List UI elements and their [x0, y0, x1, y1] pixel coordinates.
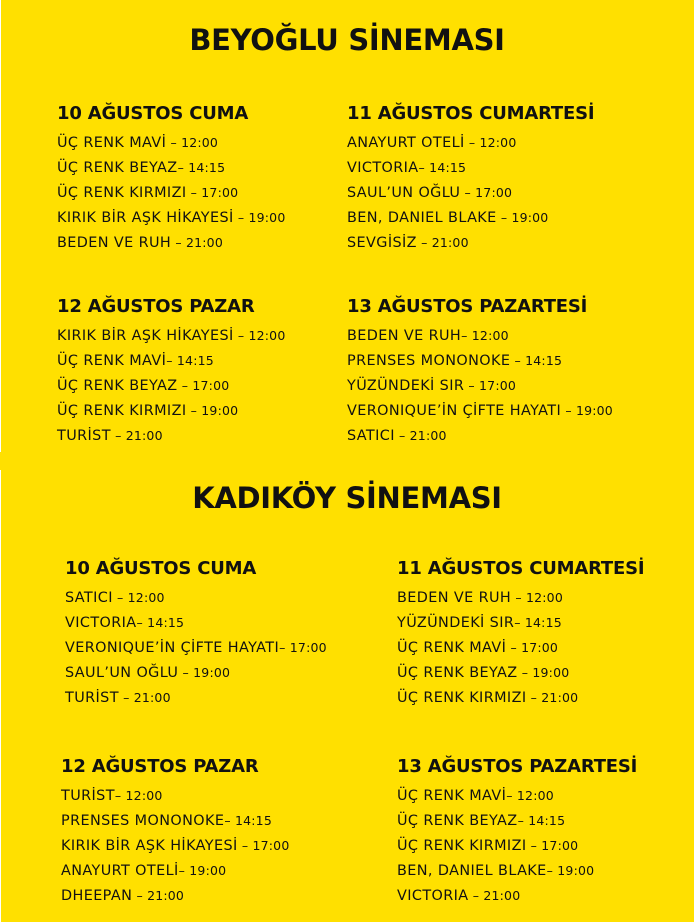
day-title: 12 AĞUSTOS PAZAR: [57, 296, 255, 317]
screening-item: [57, 205, 285, 230]
separator: –: [171, 235, 186, 250]
showtime: 12:00: [181, 135, 219, 150]
showtime: 21:00: [185, 235, 223, 250]
screening-item: [61, 883, 289, 908]
screening-item: [347, 130, 594, 155]
film-title: SEVGİSİZ: [347, 235, 417, 251]
separator: –: [233, 210, 249, 225]
film-title: BEN, DANIEL BLAKE: [347, 210, 497, 226]
showtime: 14:15: [525, 353, 563, 368]
showtime: 21:00: [125, 428, 163, 443]
separator: –: [511, 590, 526, 605]
screening-item: [61, 858, 289, 883]
separator: –: [394, 428, 410, 443]
showtime: 21:00: [431, 235, 469, 250]
showtime: 21:00: [483, 888, 521, 903]
separator: –: [464, 135, 480, 150]
film-title: SATICI: [347, 428, 395, 444]
separator: –: [546, 863, 558, 878]
film-title: TURİST: [57, 428, 111, 444]
screening-list: [397, 585, 644, 710]
showtime: 19:00: [248, 210, 286, 225]
film-title: ÜÇ RENK MAVİ: [397, 788, 507, 804]
film-title: SAUL’UN OĞLU: [65, 665, 179, 681]
cinema-title-beyoglu: BEYOĞLU SİNEMASI: [189, 23, 505, 57]
film-title: YÜZÜNDEKİ SIR: [347, 378, 465, 394]
film-title: ÜÇ RENK BEYAZ: [57, 160, 178, 176]
day-title: 10 AĞUSTOS CUMA: [65, 558, 257, 579]
separator: –: [114, 788, 126, 803]
showtime: 21:00: [147, 888, 185, 903]
film-title: ÜÇ RENK MAVİ: [57, 353, 167, 369]
screening-item: [57, 423, 285, 448]
showtime: 14:15: [176, 353, 214, 368]
film-title: ÜÇ RENK BEYAZ: [397, 665, 518, 681]
film-title: ANAYURT OTELİ: [61, 863, 179, 879]
showtime: 17:00: [201, 185, 239, 200]
film-title: BEDEN VE RUH: [397, 590, 512, 606]
film-title: YÜZÜNDEKİ SIR: [397, 615, 515, 631]
day-block-kadikoy-11: [397, 560, 644, 710]
screening-item: [397, 610, 644, 635]
screening-item: [397, 833, 637, 858]
separator: –: [237, 838, 253, 853]
showtime: 19:00: [193, 665, 231, 680]
day-title: 13 AĞUSTOS PAZARTESİ: [347, 296, 588, 317]
film-title: PRENSES MONONOKE: [347, 353, 511, 369]
separator: –: [136, 615, 148, 630]
screening-item: [347, 155, 594, 180]
showtime: 19:00: [511, 210, 549, 225]
cinema-title-kadikoy: KADIKÖY SİNEMASI: [192, 481, 502, 515]
film-title: DHEEPAN: [61, 888, 133, 904]
showtime: 17:00: [541, 838, 579, 853]
screening-item: [61, 808, 289, 833]
separator: –: [460, 185, 476, 200]
screening-list: [57, 323, 285, 448]
separator: –: [517, 665, 533, 680]
screening-list: [65, 585, 327, 710]
day-title: 11 AĞUSTOS CUMARTESİ: [397, 558, 645, 579]
film-title: BEDEN VE RUH: [347, 328, 462, 344]
screening-item: [347, 398, 613, 423]
separator: –: [510, 353, 526, 368]
showtime: 17:00: [479, 378, 517, 393]
showtime: 14:15: [147, 615, 185, 630]
showtime: 17:00: [521, 640, 559, 655]
film-title: KIRIK BİR AŞK HİKAYESİ: [61, 838, 238, 854]
screening-list: [57, 130, 285, 255]
showtime: 17:00: [475, 185, 513, 200]
screening-item: [397, 685, 644, 710]
film-title: KIRIK BİR AŞK HİKAYESİ: [57, 210, 234, 226]
separator: –: [514, 615, 525, 630]
day-title: 12 AĞUSTOS PAZAR: [61, 756, 259, 777]
screening-item: [65, 685, 327, 710]
film-title: BEDEN VE RUH: [57, 235, 172, 251]
screening-item: [57, 130, 285, 155]
day-block-beyoglu-10: [57, 105, 285, 255]
day-block-beyoglu-12: [57, 298, 285, 448]
separator: –: [186, 185, 202, 200]
screening-item: [397, 783, 637, 808]
film-title: KIRIK BİR AŞK HİKAYESİ: [57, 328, 234, 344]
separator: –: [186, 403, 202, 418]
screening-item: [397, 883, 637, 908]
showtime: 21:00: [541, 690, 579, 705]
separator: –: [177, 378, 193, 393]
day-block-kadikoy-10: [65, 560, 327, 710]
left-edge-line: [0, 470, 1, 922]
day-block-kadikoy-13: [397, 758, 637, 908]
showtime: 19:00: [557, 863, 595, 878]
screening-list: [61, 783, 289, 908]
screening-item: [397, 660, 644, 685]
showtime: 19:00: [532, 665, 570, 680]
separator: –: [110, 428, 126, 443]
showtime: 12:00: [525, 590, 563, 605]
film-title: TURİST: [61, 788, 115, 804]
film-title: ÜÇ RENK KIRMIZI: [397, 690, 527, 706]
film-title: VICTORIA: [347, 160, 419, 176]
separator: –: [461, 328, 472, 343]
film-title: SATICI: [65, 590, 113, 606]
screening-item: [65, 635, 327, 660]
showtime: 12:00: [127, 590, 165, 605]
film-title: ÜÇ RENK BEYAZ: [57, 378, 178, 394]
separator: –: [526, 838, 542, 853]
showtime: 14:15: [528, 813, 566, 828]
screening-item: [57, 348, 285, 373]
separator: –: [561, 403, 576, 418]
screening-list: [347, 130, 594, 255]
separator: –: [178, 863, 190, 878]
screening-item: [61, 783, 289, 808]
screening-item: [347, 348, 613, 373]
showtime: 14:15: [188, 160, 226, 175]
day-title: 11 AĞUSTOS CUMARTESİ: [347, 103, 595, 124]
separator: –: [177, 160, 189, 175]
screening-item: [347, 205, 594, 230]
screening-item: [57, 398, 285, 423]
screening-item: [57, 230, 285, 255]
separator: –: [112, 590, 128, 605]
screening-item: [347, 323, 613, 348]
screening-item: [347, 180, 594, 205]
screening-item: [347, 373, 613, 398]
film-title: VERONIQUE’İN ÇİFTE HAYATI: [347, 403, 562, 419]
separator: –: [178, 665, 194, 680]
film-title: ÜÇ RENK KIRMIZI: [57, 185, 187, 201]
showtime: 19:00: [201, 403, 239, 418]
showtime: 12:00: [471, 328, 509, 343]
screening-list: [347, 323, 613, 448]
screening-item: [57, 323, 285, 348]
separator: –: [132, 888, 148, 903]
film-title: ÜÇ RENK MAVİ: [397, 640, 507, 656]
separator: –: [468, 888, 484, 903]
film-title: ÜÇ RENK BEYAZ: [397, 813, 518, 829]
showtime: 17:00: [289, 640, 327, 655]
screening-item: [347, 423, 613, 448]
film-title: SAUL’UN OĞLU: [347, 185, 461, 201]
screening-item: [57, 373, 285, 398]
film-title: PRENSES MONONOKE: [61, 813, 225, 829]
separator: –: [233, 328, 249, 343]
film-title: ÜÇ RENK MAVİ: [57, 135, 167, 151]
screening-item: [65, 610, 327, 635]
showtime: 14:15: [234, 813, 272, 828]
separator: –: [506, 640, 522, 655]
showtime: 12:00: [248, 328, 286, 343]
showtime: 21:00: [409, 428, 447, 443]
day-title: 13 AĞUSTOS PAZARTESİ: [397, 756, 638, 777]
screening-item: [57, 155, 285, 180]
showtime: 12:00: [125, 788, 163, 803]
screening-item: [397, 585, 644, 610]
screening-list: [397, 783, 637, 908]
separator: –: [418, 160, 430, 175]
film-title: ÜÇ RENK KIRMIZI: [397, 838, 527, 854]
separator: –: [464, 378, 480, 393]
screening-item: [397, 635, 644, 660]
day-block-beyoglu-13: [347, 298, 613, 448]
showtime: 19:00: [575, 403, 613, 418]
day-title: 10 AĞUSTOS CUMA: [57, 103, 249, 124]
showtime: 14:15: [429, 160, 467, 175]
separator: –: [526, 690, 542, 705]
showtime: 12:00: [516, 788, 554, 803]
day-block-kadikoy-12: [61, 758, 289, 908]
film-title: VICTORIA: [397, 888, 469, 904]
showtime: 17:00: [252, 838, 290, 853]
separator: –: [166, 135, 182, 150]
showtime: 14:15: [524, 615, 562, 630]
film-title: ÜÇ RENK KIRMIZI: [57, 403, 187, 419]
screening-item: [65, 585, 327, 610]
film-title: VERONIQUE’İN ÇİFTE HAYATI: [65, 640, 280, 656]
separator: –: [279, 640, 290, 655]
film-title: BEN, DANIEL BLAKE: [397, 863, 547, 879]
film-title: TURİST: [65, 690, 119, 706]
separator: –: [506, 788, 517, 803]
separator: –: [118, 690, 134, 705]
left-edge-line: [0, 0, 1, 452]
separator: –: [496, 210, 512, 225]
film-title: VICTORIA: [65, 615, 137, 631]
separator: –: [166, 353, 177, 368]
screening-item: [397, 808, 637, 833]
screening-item: [61, 833, 289, 858]
showtime: 21:00: [133, 690, 171, 705]
separator: –: [517, 813, 529, 828]
film-title: ANAYURT OTELİ: [347, 135, 465, 151]
separator: –: [416, 235, 432, 250]
screening-item: [347, 230, 594, 255]
screening-item: [65, 660, 327, 685]
separator: –: [224, 813, 235, 828]
screening-item: [397, 858, 637, 883]
showtime: 17:00: [192, 378, 230, 393]
showtime: 12:00: [479, 135, 517, 150]
showtime: 19:00: [189, 863, 227, 878]
day-block-beyoglu-11: [347, 105, 594, 255]
screening-item: [57, 180, 285, 205]
